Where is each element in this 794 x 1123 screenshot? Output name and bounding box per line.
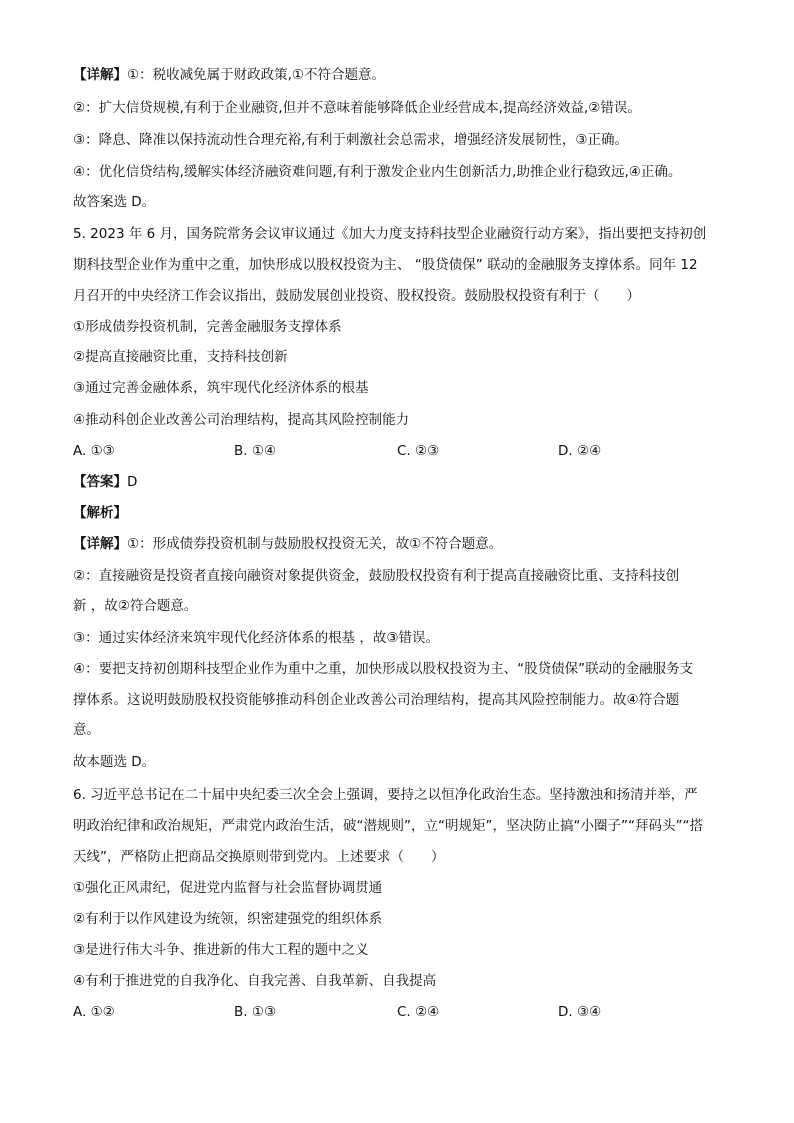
q5-stem-line-1: 5. 2023 年 6 月，国务院常务会议审议通过《加大力度支持科技型企业融资行动方案》，指出要把支持初创	[73, 226, 707, 242]
q5-answer-line	[73, 473, 137, 491]
q5-stem-line-2: 期科技型企业作为重中之重，加快形成以股权投资为主、 “股贷债保” 联动的金融服务支撑体系。同年 12	[73, 257, 698, 273]
q5-option-a: A. ①③	[73, 443, 115, 459]
q5-detail-line-4a: ④：要把支持初创期科技型企业作为重中之重，加快形成以股权投资为主、“股贷债保”联动的金融服务支	[73, 661, 694, 677]
q5-detail-line-2a: ②：直接融资是投资者直接向融资对象提供资金，鼓励股权投资有利于提高直接融资比重、支持科技创	[73, 568, 680, 584]
q6-item-3: ③是进行伟大斗争、推进新的伟大工程的题中之义	[73, 942, 369, 958]
detail-text: ①：税收减免属于财政政策,①不符合题意。	[127, 67, 385, 83]
q6-stem-line-1: 6. 习近平总书记在二十届中央纪委三次全会上强调，要持之以恒净化政治生态。坚持激浊和扬清并举，严	[73, 787, 698, 803]
q6-option-c: C. ②④	[397, 1004, 440, 1020]
q5-detail-line-2b: 新 ，故②符合题意。	[73, 598, 198, 614]
q6-item-4: ④有利于推进党的自我净化、自我完善、自我革新、自我提高	[73, 973, 437, 989]
q5-item-4: ④推动科创企业改善公司治理结构，提高其风险控制能力	[73, 412, 410, 428]
q5-conclusion: 故本题选 D。	[73, 754, 156, 770]
q4-detail-line-2: ②：扩大信贷规模,有利于企业融资,但并不意味着能够降低企业经营成本,提高经济效益,②错误。	[73, 100, 641, 116]
q6-option-a: A. ①②	[73, 1004, 115, 1020]
q5-detail-line-1	[73, 535, 502, 553]
q6-item-2: ②有利于以作风建设为统领，织密建强党的组织体系	[73, 911, 383, 927]
q6-stem-line-3: 天线”，严格防止把商品交换原则带到党内。上述要求（ ）	[73, 849, 445, 865]
q5-analysis-tag: 【解析】	[73, 505, 127, 521]
q5-option-c: C. ②③	[397, 443, 440, 459]
q5-item-2: ②提高直接融资比重，支持科技创新	[73, 349, 288, 365]
q5-detail-line-3: ③：通过实体经济来筑牢现代化经济体系的根基 ，故③错误。	[73, 630, 439, 646]
q5-option-b: B. ①④	[234, 443, 277, 459]
q6-item-1: ①强化正风肃纪，促进党内监督与社会监督协调贯通	[73, 880, 383, 896]
answer-tag: 【答案】	[73, 474, 127, 490]
q5-detail-line-4c: 意。	[73, 722, 100, 738]
detail-tag: 【详解】	[73, 536, 127, 552]
q6-stem-line-2: 明政治纪律和政治规矩，严肃党内政治生活，破“潜规则”，立“明规矩”，坚决防止搞“小圈子”“拜码头”“搭	[73, 818, 703, 834]
q5-item-3: ③通过完善金融体系，筑牢现代化经济体系的根基	[73, 380, 369, 396]
q4-conclusion: 故答案选 D。	[73, 194, 156, 210]
q5-item-1: ①形成债券投资机制，完善金融服务支撑体系	[73, 319, 342, 335]
q6-option-d: D. ③④	[558, 1004, 602, 1020]
q4-detail-line-4: ④：优化信贷结构,缓解实体经济融资难问题,有利于激发企业内生创新活力,助推企业行稳致远,④正确。	[73, 164, 682, 180]
q5-detail-line-4b: 撑体系。这说明鼓励股权投资能够推动科创企业改善公司治理结构，提高其风险控制能力。故④符合题	[73, 692, 680, 708]
q6-option-b: B. ①③	[234, 1004, 277, 1020]
answer-value: D	[127, 474, 138, 490]
q4-detail-line-3: ③：降息、降准以保持流动性合理充裕,有利于刺激社会总需求，增强经济发展韧性，③正确。	[73, 132, 628, 148]
q5-option-d: D. ②④	[558, 443, 602, 459]
q4-detail-line-1	[73, 66, 385, 84]
q5-stem-line-3: 月召开的中央经济工作会议指出，鼓励发展创业投资、股权投资。鼓励股权投资有利于（ ）	[73, 288, 640, 304]
detail-text: ①：形成债券投资机制与鼓励股权投资无关，故①不符合题意。	[127, 536, 503, 552]
detail-tag: 【详解】	[73, 67, 127, 83]
